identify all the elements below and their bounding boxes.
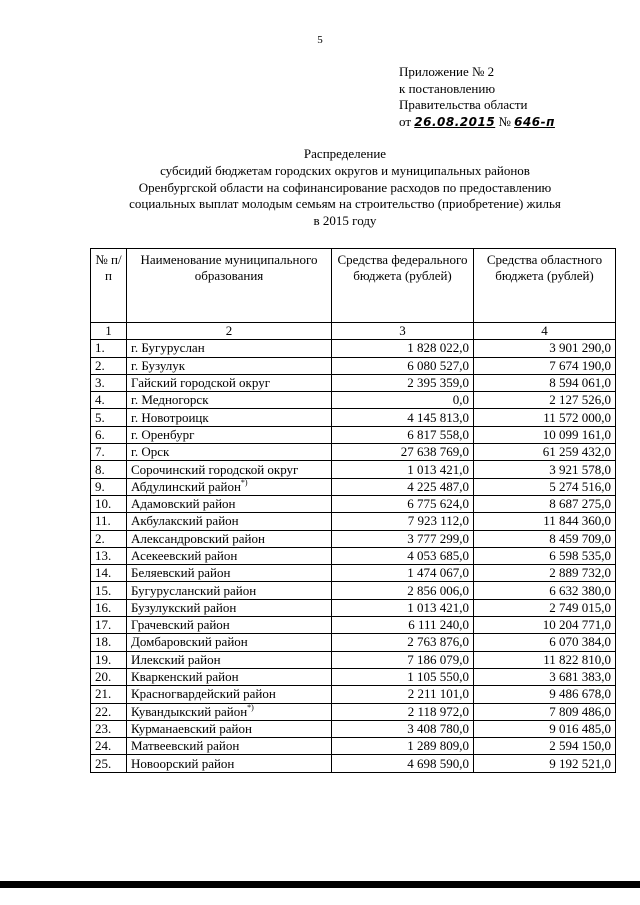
appendix-title: Приложение № 2 xyxy=(399,64,495,79)
municipality-label: г. Бугуруслан xyxy=(131,340,205,356)
municipality-label: г. Медногорск xyxy=(131,392,209,408)
municipality-label: Курманаевский район xyxy=(131,720,252,736)
municipality-label: Бугурусланский район xyxy=(131,582,257,598)
municipality-name xyxy=(127,582,332,599)
appendix-date-line xyxy=(399,114,555,131)
federal-amount: 1 013 421,0 xyxy=(332,461,474,478)
municipality-name xyxy=(127,409,332,426)
table-row xyxy=(91,357,616,374)
regional-amount: 7 674 190,0 xyxy=(474,357,616,374)
table-row xyxy=(91,530,616,547)
row-number: 15. xyxy=(91,582,127,599)
header-regional: Средства областного бюджета (рублей) xyxy=(474,249,616,323)
index-cell: 1 xyxy=(91,323,127,340)
municipality-label: г. Бузулук xyxy=(131,357,186,373)
header-name: Наименование муниципального образования xyxy=(127,249,332,323)
index-cell: 2 xyxy=(127,323,332,340)
federal-amount: 2 211 101,0 xyxy=(332,686,474,703)
municipality-name xyxy=(127,478,332,495)
federal-amount: 4 225 487,0 xyxy=(332,478,474,495)
row-number: 13. xyxy=(91,547,127,564)
footnote-mark: *) xyxy=(247,703,254,712)
municipality-label: Беляевский район xyxy=(131,565,231,581)
municipality-label: Грачевский район xyxy=(131,617,230,633)
table-row xyxy=(91,582,616,599)
row-number: 7. xyxy=(91,444,127,461)
regional-amount: 3 681 383,0 xyxy=(474,668,616,685)
number-prefix: № xyxy=(498,113,511,129)
row-number: 19. xyxy=(91,651,127,668)
table-row xyxy=(91,634,616,651)
page-number: 5 xyxy=(317,34,323,46)
row-number: 6. xyxy=(91,426,127,443)
municipality-name xyxy=(127,513,332,530)
municipality-name xyxy=(127,444,332,461)
regional-amount: 6 632 380,0 xyxy=(474,582,616,599)
column-index-row xyxy=(91,323,616,340)
table-row xyxy=(91,668,616,685)
handwritten-number: 646-п xyxy=(514,114,555,129)
row-number: 9. xyxy=(91,478,127,495)
row-number: 25. xyxy=(91,755,127,772)
table-row xyxy=(91,565,616,582)
regional-amount: 9 016 485,0 xyxy=(474,720,616,737)
row-number: 23. xyxy=(91,720,127,737)
table-row xyxy=(91,547,616,564)
table-row xyxy=(91,426,616,443)
row-number: 17. xyxy=(91,617,127,634)
federal-amount: 6 080 527,0 xyxy=(332,357,474,374)
federal-amount: 4 053 685,0 xyxy=(332,547,474,564)
municipality-label: Новоорский район xyxy=(131,755,235,771)
row-number: 8. xyxy=(91,461,127,478)
row-number: 10. xyxy=(91,495,127,512)
federal-amount: 1 013 421,0 xyxy=(332,599,474,616)
municipality-name xyxy=(127,340,332,357)
heading-line-4: в 2015 году xyxy=(313,213,377,229)
regional-amount: 8 459 709,0 xyxy=(474,530,616,547)
federal-amount: 6 111 240,0 xyxy=(332,617,474,634)
municipality-name xyxy=(127,547,332,564)
header-federal: Средства федерального бюджета (рублей) xyxy=(332,249,474,323)
municipality-name xyxy=(127,686,332,703)
municipality-label: Адамовский район xyxy=(131,496,236,512)
row-number: 18. xyxy=(91,634,127,651)
municipality-label: Красногвардейский район xyxy=(131,686,276,702)
federal-amount: 4 698 590,0 xyxy=(332,755,474,772)
municipality-label: Сорочинский городской округ xyxy=(131,461,299,477)
regional-amount: 6 598 535,0 xyxy=(474,547,616,564)
municipality-name xyxy=(127,461,332,478)
regional-amount: 5 274 516,0 xyxy=(474,478,616,495)
row-number: 4. xyxy=(91,392,127,409)
row-number: 11. xyxy=(91,513,127,530)
table-row xyxy=(91,703,616,720)
regional-amount: 11 844 360,0 xyxy=(474,513,616,530)
federal-amount: 7 186 079,0 xyxy=(332,651,474,668)
federal-amount: 3 408 780,0 xyxy=(332,720,474,737)
regional-amount: 2 594 150,0 xyxy=(474,738,616,755)
municipality-name xyxy=(127,703,332,720)
municipality-name xyxy=(127,495,332,512)
municipality-name xyxy=(127,374,332,391)
table-row xyxy=(91,409,616,426)
municipality-name xyxy=(127,755,332,772)
table-row xyxy=(91,340,616,357)
regional-amount: 8 687 275,0 xyxy=(474,495,616,512)
table-body xyxy=(91,323,616,773)
municipality-name xyxy=(127,599,332,616)
federal-amount: 1 474 067,0 xyxy=(332,565,474,582)
table-header-row xyxy=(91,249,616,323)
regional-amount: 2 127 526,0 xyxy=(474,392,616,409)
table-row xyxy=(91,651,616,668)
municipality-label: г. Новотроицк xyxy=(131,409,209,425)
federal-amount: 1 828 022,0 xyxy=(332,340,474,357)
row-number: 24. xyxy=(91,738,127,755)
table-row xyxy=(91,495,616,512)
municipality-name xyxy=(127,392,332,409)
row-number: 20. xyxy=(91,668,127,685)
header-num: № п/п xyxy=(91,249,127,323)
federal-amount: 2 118 972,0 xyxy=(332,703,474,720)
federal-amount: 3 777 299,0 xyxy=(332,530,474,547)
municipality-label: Кувандыкский район xyxy=(131,703,248,719)
municipality-label: Абдулинский район xyxy=(131,478,241,494)
subsidy-table xyxy=(90,248,616,773)
regional-amount: 7 809 486,0 xyxy=(474,703,616,720)
municipality-label: Домбаровский район xyxy=(131,634,248,650)
heading-title: Распределение xyxy=(303,146,387,161)
row-number: 16. xyxy=(91,599,127,616)
row-number: 22. xyxy=(91,703,127,720)
municipality-label: Акбулакский район xyxy=(131,513,239,529)
row-number: 21. xyxy=(91,686,127,703)
municipality-label: Гайский городской округ xyxy=(131,375,271,391)
table-row xyxy=(91,392,616,409)
federal-amount: 6 817 558,0 xyxy=(332,426,474,443)
federal-amount: 1 289 809,0 xyxy=(332,738,474,755)
regional-amount: 3 901 290,0 xyxy=(474,340,616,357)
municipality-name xyxy=(127,738,332,755)
row-number: 2. xyxy=(91,530,127,547)
municipality-name xyxy=(127,720,332,737)
heading-line-2: Оренбургской области на софинансирование расходов по предоставлению xyxy=(138,179,552,195)
municipality-label: Александровский район xyxy=(131,530,265,546)
federal-amount: 27 638 769,0 xyxy=(332,444,474,461)
appendix-authority: Правительства области xyxy=(399,97,528,112)
regional-amount: 3 921 578,0 xyxy=(474,461,616,478)
document-heading xyxy=(0,146,640,230)
federal-amount: 4 145 813,0 xyxy=(332,409,474,426)
row-number: 2. xyxy=(91,357,127,374)
row-number: 5. xyxy=(91,409,127,426)
heading-line-3: социальных выплат молодым семьям на строительство (приобретение) жилья xyxy=(129,196,561,212)
regional-amount: 10 099 161,0 xyxy=(474,426,616,443)
date-prefix: от xyxy=(399,113,412,129)
regional-amount: 10 204 771,0 xyxy=(474,617,616,634)
footnote-mark: *) xyxy=(240,478,248,487)
regional-amount: 2 889 732,0 xyxy=(474,565,616,582)
index-cell: 4 xyxy=(474,323,616,340)
heading-line-1: субсидий бюджетам городских округов и муниципальных районов xyxy=(160,162,530,178)
table-row xyxy=(91,755,616,772)
municipality-label: г. Орск xyxy=(131,444,170,460)
municipality-name xyxy=(127,565,332,582)
federal-amount: 6 775 624,0 xyxy=(332,495,474,512)
index-cell: 3 xyxy=(332,323,474,340)
municipality-name xyxy=(127,634,332,651)
row-number: 1. xyxy=(91,340,127,357)
regional-amount: 11 572 000,0 xyxy=(474,409,616,426)
table-row xyxy=(91,374,616,391)
table-row xyxy=(91,478,616,495)
municipality-name xyxy=(127,357,332,374)
municipality-name xyxy=(127,651,332,668)
appendix-ref: к постановлению xyxy=(399,80,496,96)
regional-amount: 9 486 678,0 xyxy=(474,686,616,703)
regional-amount: 6 070 384,0 xyxy=(474,634,616,651)
regional-amount: 61 259 432,0 xyxy=(474,444,616,461)
federal-amount: 7 923 112,0 xyxy=(332,513,474,530)
municipality-label: Илекский район xyxy=(131,651,221,667)
table-row xyxy=(91,686,616,703)
municipality-name xyxy=(127,426,332,443)
municipality-name xyxy=(127,530,332,547)
federal-amount: 1 105 550,0 xyxy=(332,668,474,685)
municipality-name xyxy=(127,668,332,685)
municipality-label: Бузулукский район xyxy=(131,599,237,615)
regional-amount: 11 822 810,0 xyxy=(474,651,616,668)
federal-amount: 2 763 876,0 xyxy=(332,634,474,651)
table-row xyxy=(91,513,616,530)
federal-amount: 2 395 359,0 xyxy=(332,374,474,391)
regional-amount: 9 192 521,0 xyxy=(474,755,616,772)
table-row xyxy=(91,444,616,461)
table-row xyxy=(91,738,616,755)
row-number: 14. xyxy=(91,565,127,582)
federal-amount: 2 856 006,0 xyxy=(332,582,474,599)
table-row xyxy=(91,461,616,478)
federal-amount: 0,0 xyxy=(332,392,474,409)
municipality-label: Матвеевский район xyxy=(131,738,240,754)
row-number: 3. xyxy=(91,374,127,391)
municipality-label: Кваркенский район xyxy=(131,669,239,685)
municipality-label: г. Оренбург xyxy=(131,426,195,442)
regional-amount: 8 594 061,0 xyxy=(474,374,616,391)
regional-amount: 2 749 015,0 xyxy=(474,599,616,616)
table-row xyxy=(91,599,616,616)
table-row xyxy=(91,720,616,737)
appendix-block xyxy=(399,64,555,130)
table-row xyxy=(91,617,616,634)
municipality-name xyxy=(127,617,332,634)
municipality-label: Асекеевский район xyxy=(131,548,238,563)
handwritten-date: 26.08.2015 xyxy=(414,114,496,129)
scan-edge-bar xyxy=(0,881,640,888)
